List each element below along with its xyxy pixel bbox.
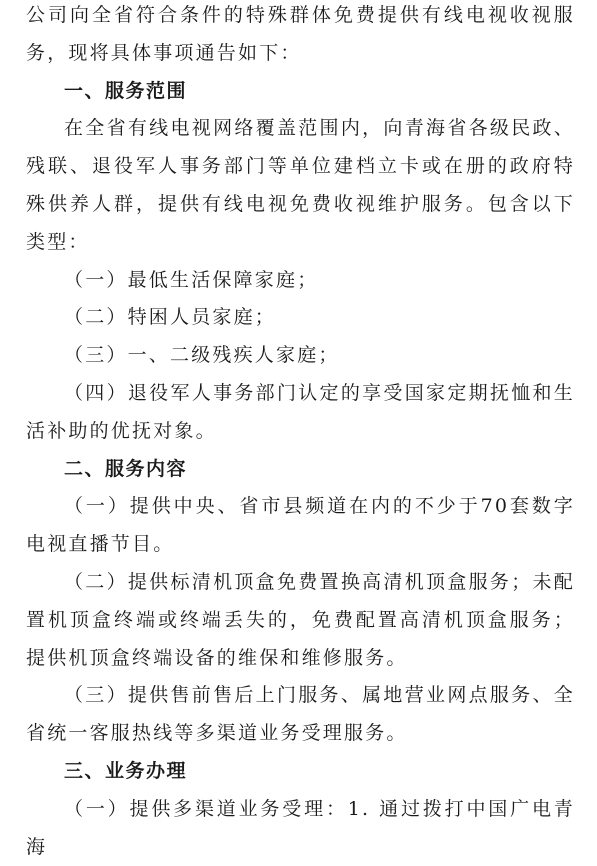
scope-item-3: （三）一、二级残疾人家庭； (64, 344, 340, 367)
content-item-1: （一）提供中央、省市县频道在内的不少于70套数字电视直播节目。 (26, 495, 575, 556)
section-heading-service-scope: 一、服务范围 (64, 79, 188, 102)
section-heading-business-handling: 三、业务办理 (64, 759, 188, 782)
content-item-3: （三）提供售前售后上门服务、属地营业网点服务、全省统一客服热线等多渠道业务受理服务。 (26, 684, 575, 745)
intro-paragraph: 公司向全省符合条件的特殊群体免费提供有线电视收视服务，现将具体事项通告如下： (26, 4, 575, 64)
scope-item-4: （四）退役军人事务部门认定的享受国家定期抚恤和生活补助的优抚对象。 (26, 381, 575, 442)
content-item-2: （二）提供标清机顶盒免费置换高清机顶盒服务；未配置机顶盒终端或终端丢失的，免费配置高清机顶盒服务；提供机顶盒终端设备的维保和维修服务。 (26, 570, 575, 669)
scope-item-2: （二）特困人员家庭； (64, 306, 277, 329)
section-heading-service-content: 二、服务内容 (64, 457, 188, 480)
scope-item-1: （一）最低生活保障家庭； (64, 268, 319, 291)
scope-paragraph: 在全省有线电视网络覆盖范围内，向青海省各级民政、残联、退役军人事务部门等单位建档立卡或在册的政府特殊供养人群，提供有线电视免费收视维护服务。包含以下类型： (26, 117, 575, 253)
handling-item-1: （一）提供多渠道业务受理：1. 通过拨打中国广电青海 (26, 797, 575, 858)
